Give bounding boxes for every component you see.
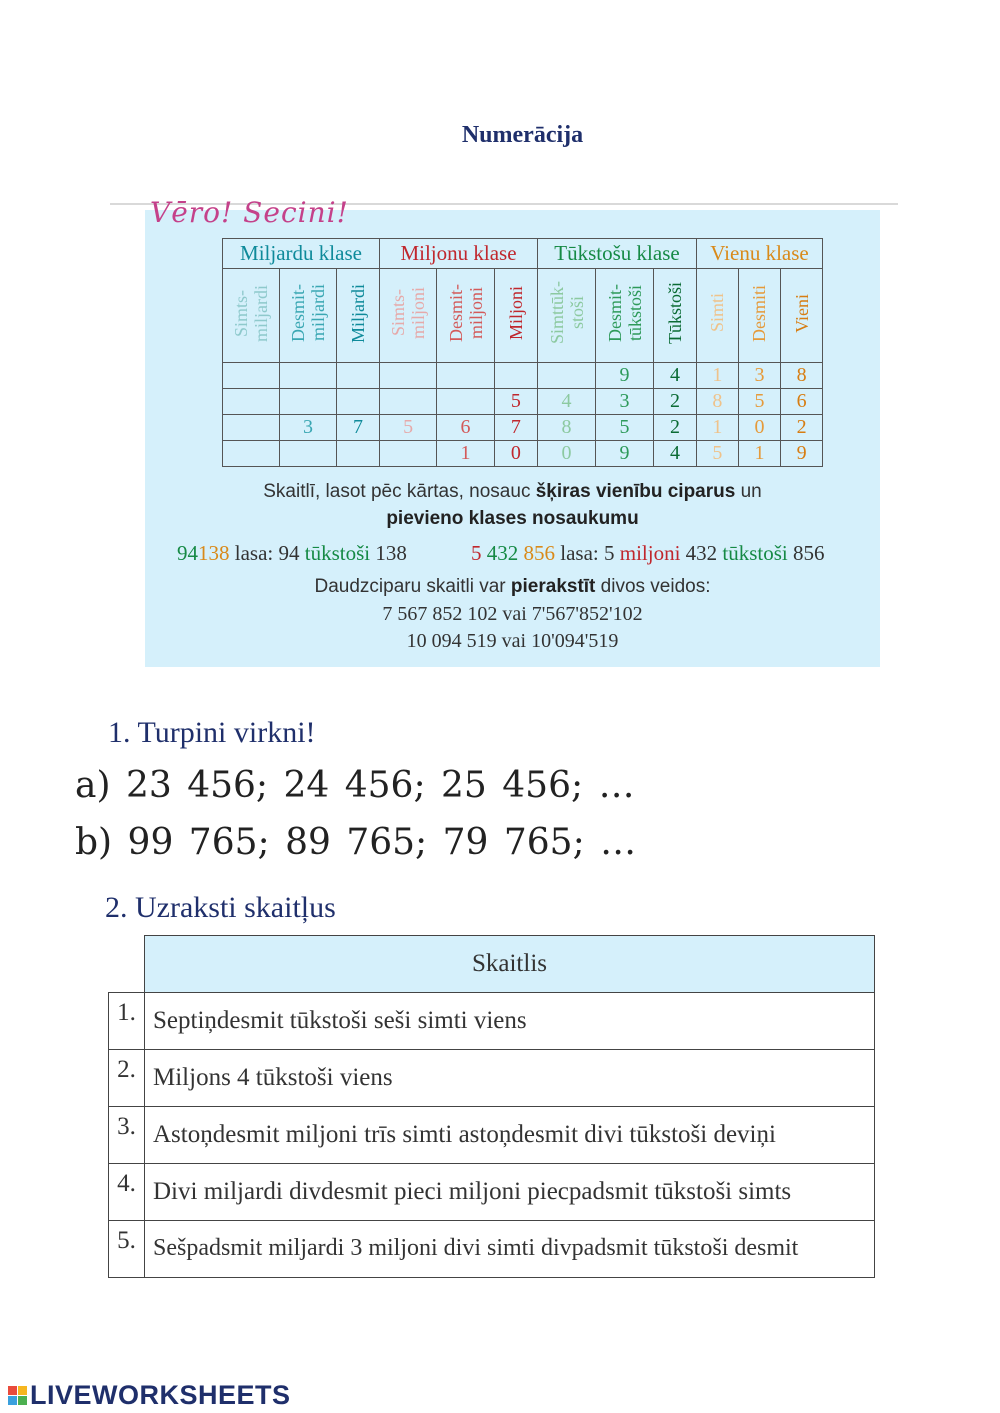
write-example-2: 10 094 519 vai 10'094'519	[406, 630, 619, 652]
digit-cell: 2	[654, 415, 697, 441]
digit-cell	[380, 363, 437, 389]
row-text: Miljons 4 tūkstoši viens	[145, 1049, 875, 1106]
digit-cell: 6	[437, 415, 494, 441]
class-thousands: Tūkstošu klase	[538, 239, 697, 269]
table-row	[109, 992, 875, 1049]
table-row	[223, 389, 823, 415]
write-rule: Daudzciparu skaitli var pierakstīt divos veidos:	[314, 576, 711, 597]
digit-cell	[337, 363, 380, 389]
col-header: Simti	[697, 269, 739, 363]
row-number: 3.	[109, 1106, 145, 1163]
digit-cell: 7	[337, 415, 380, 441]
table-row	[109, 1163, 875, 1220]
digit-cell	[280, 389, 337, 415]
table-row	[223, 441, 823, 467]
digit-cell: 8	[538, 415, 596, 441]
digit-cell	[223, 363, 280, 389]
place-value-table	[222, 238, 823, 467]
digit-cell: 0	[538, 441, 596, 467]
digit-cell: 9	[781, 441, 823, 467]
digit-cell: 5	[697, 441, 739, 467]
write-example-1: 7 567 852 102 vai 7'567'852'102	[382, 603, 643, 625]
col-header: Desmit- miljardi	[280, 269, 337, 363]
digit-cell	[337, 389, 380, 415]
sequence-a: a) 23 456; 24 456; 25 456; …	[75, 765, 635, 806]
digit-cell: 4	[654, 441, 697, 467]
rule-line-1: Skaitlī, lasot pēc kārtas, nosauc šķiras vienību ciparus un	[263, 481, 762, 502]
col-header: Miljoni	[494, 269, 537, 363]
col-header: Desmiti	[738, 269, 781, 363]
numbers-table	[108, 935, 875, 1278]
digit-cell	[223, 415, 280, 441]
digit-cell: 2	[781, 415, 823, 441]
col-header: Simts- miljoni	[380, 269, 437, 363]
col-header: Tūkstoši	[654, 269, 697, 363]
table-header: Skaitlis	[145, 936, 875, 993]
digit-cell: 0	[738, 415, 781, 441]
page-title: Numerācija	[461, 122, 584, 148]
col-header: Simts- miljardi	[223, 269, 280, 363]
digit-cell	[223, 389, 280, 415]
digit-cell: 9	[596, 441, 654, 467]
row-text: Astoņdesmit miljoni trīs simti astoņdesmit divi tūkstoši deviņi	[145, 1106, 875, 1163]
digit-cell	[538, 363, 596, 389]
digit-cell	[337, 441, 380, 467]
digit-cell: 6	[781, 389, 823, 415]
blank-cell	[109, 936, 145, 993]
example-2: 5 432 856 lasa: 5 miljoni 432 tūkstoši 856	[471, 541, 825, 565]
logo-icon	[8, 1386, 28, 1406]
sequence-b: b) 99 765; 89 765; 79 765; …	[75, 822, 637, 863]
class-billions: Miljardu klase	[223, 239, 380, 269]
digit-cell	[437, 389, 494, 415]
digit-cell: 1	[697, 415, 739, 441]
digit-cell: 8	[697, 389, 739, 415]
class-units: Vienu klase	[697, 239, 823, 269]
col-header: Simttūk- stoši	[538, 269, 596, 363]
col-header: Desmit- tūkstoši	[596, 269, 654, 363]
task1-heading: 1. Turpini virkni!	[108, 716, 316, 749]
table-row	[109, 1049, 875, 1106]
digit-cell: 3	[280, 415, 337, 441]
row-number: 2.	[109, 1049, 145, 1106]
digit-cell: 5	[380, 415, 437, 441]
table-row	[109, 1106, 875, 1163]
row-text: Sešpadsmit miljardi 3 miljoni divi simti divpadsmit tūkstoši desmit	[145, 1220, 875, 1277]
digit-cell: 0	[494, 441, 537, 467]
digit-cell	[494, 363, 537, 389]
digit-cell: 1	[738, 441, 781, 467]
row-text: Divi miljardi divdesmit pieci miljoni piecpadsmit tūkstoši simts	[145, 1163, 875, 1220]
panel-heading: Vēro! Secini!	[150, 196, 349, 229]
col-header: Desmit- miljoni	[437, 269, 494, 363]
col-header: Vieni	[781, 269, 823, 363]
digit-cell: 5	[494, 389, 537, 415]
digit-cell: 5	[738, 389, 781, 415]
rule-line-2: pievieno klases nosaukumu	[386, 508, 639, 529]
liveworksheets-logo[interactable]: LIVEWORKSHEETS	[8, 1380, 291, 1411]
digit-cell	[380, 441, 437, 467]
row-number: 1.	[109, 992, 145, 1049]
digit-cell: 8	[781, 363, 823, 389]
digit-cell	[223, 441, 280, 467]
class-millions: Miljonu klase	[380, 239, 538, 269]
col-header: Miljardi	[337, 269, 380, 363]
row-number: 5.	[109, 1220, 145, 1277]
row-text: Septiņdesmit tūkstoši seši simti viens	[145, 992, 875, 1049]
digit-cell	[437, 363, 494, 389]
example-1: 94138 lasa: 94 tūkstoši 138	[177, 541, 407, 565]
table-row	[223, 415, 823, 441]
digit-cell	[380, 389, 437, 415]
digit-cell: 9	[596, 363, 654, 389]
digit-cell: 4	[538, 389, 596, 415]
digit-cell	[280, 441, 337, 467]
digit-cell: 2	[654, 389, 697, 415]
task2-heading: 2. Uzraksti skaitļus	[105, 891, 336, 924]
digit-cell	[280, 363, 337, 389]
digit-cell: 7	[494, 415, 537, 441]
digit-cell: 5	[596, 415, 654, 441]
digit-cell: 3	[738, 363, 781, 389]
table-row	[109, 1220, 875, 1277]
row-number: 4.	[109, 1163, 145, 1220]
digit-cell: 3	[596, 389, 654, 415]
digit-cell: 1	[697, 363, 739, 389]
digit-cell: 1	[437, 441, 494, 467]
digit-cell: 4	[654, 363, 697, 389]
table-row	[223, 363, 823, 389]
